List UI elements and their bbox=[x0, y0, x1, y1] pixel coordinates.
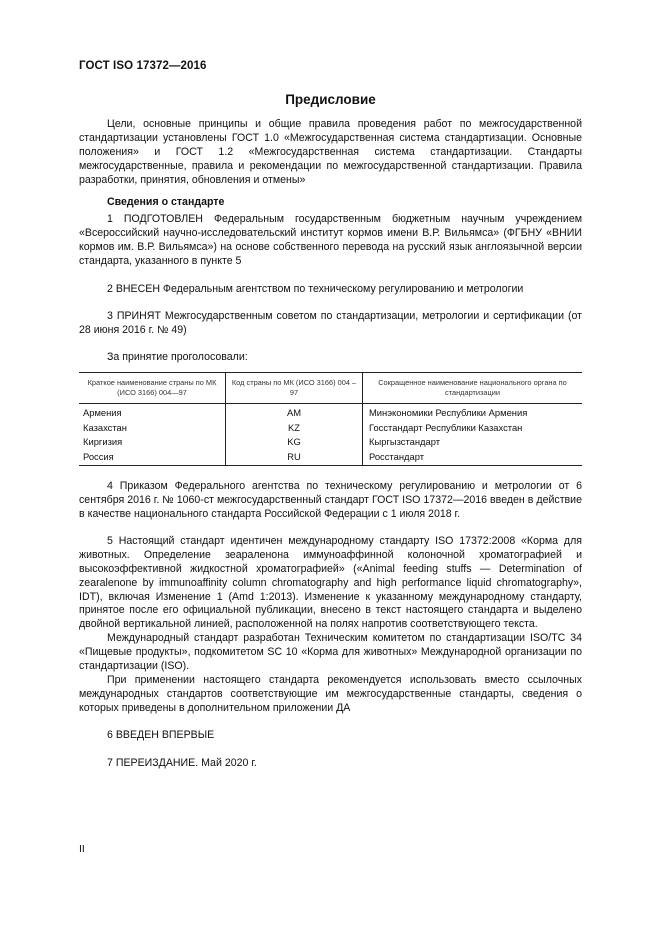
table-row bbox=[79, 450, 582, 466]
paragraph-4: 4 Приказом Федерального агентства по техническому регулированию и метрологии от 6 сентября 2016 г. № 1060-ст межгосударственный стандарт ГОСТ ISO 17372—2016 введен в действие в качестве национального стандарта Российской Федерации с 1 июля 2018 г. bbox=[79, 479, 582, 520]
paragraph-2: 2 ВНЕСЕН Федеральным агентством по техническому регулированию и метрологии bbox=[107, 282, 524, 295]
section-heading: Сведения о стандарте bbox=[107, 195, 225, 208]
table-cell-code: AM bbox=[226, 404, 363, 421]
table-header-body: Сокращенное наименование национального органа по стандартизации bbox=[363, 373, 583, 404]
voted-label: За принятие проголосовали: bbox=[107, 351, 248, 364]
paragraph-3: 3 ПРИНЯТ Межгосударственным советом по стандартизации, метрологии и сертификации (от 28 июня 2016 г. № 49) bbox=[79, 309, 582, 336]
paragraph-6: 6 ВВЕДЕН ВПЕРВЫЕ bbox=[107, 729, 215, 742]
table-cell-body: Минэкономики Республики Армения bbox=[369, 407, 528, 419]
table-cell-code: RU bbox=[226, 450, 363, 466]
table-row bbox=[79, 421, 582, 436]
table-row bbox=[79, 435, 582, 450]
table-cell-code: KG bbox=[226, 435, 363, 450]
table-cell-country: Армения bbox=[79, 404, 226, 421]
page-title: Предисловие bbox=[285, 92, 376, 107]
table-cell-code: KZ bbox=[226, 421, 363, 436]
document-body bbox=[79, 118, 582, 771]
document-id: ГОСТ ISO 17372—2016 bbox=[79, 60, 207, 72]
table-cell-country: Россия bbox=[79, 450, 226, 466]
table-cell-body: Росстандарт bbox=[363, 450, 583, 466]
table-cell-body: Госстандарт Республики Казахстан bbox=[369, 421, 523, 433]
paragraph-5-references: При применении настоящего стандарта рекомендуется использовать вместо ссылочных международных стандартов соответствующие им межгосударственные стандарты, сведения о которых приведены в дополнительном приложении ДА bbox=[79, 673, 582, 714]
table-cell-country: Казахстан bbox=[79, 421, 226, 436]
page-number: II bbox=[79, 843, 85, 855]
table-row bbox=[79, 404, 582, 421]
intro-paragraph: Цели, основные принципы и общие правила проведения работ по межгосударственной стандартизации установлены ГОСТ 1.0 «Межгосударственная система стандартизации. Основные положения» и ГОСТ 1.2 «Межгосударственная система стандартизации. Стандарты межгосударственные, правила и рекомендации по межгосударственной стандартизации. Правила разработки, принятия, обновления и отмены» bbox=[79, 118, 582, 186]
voting-table bbox=[79, 372, 582, 466]
paragraph-7: 7 ПЕРЕИЗДАНИЕ. Май 2020 г. bbox=[107, 756, 257, 769]
paragraph-1: 1 ПОДГОТОВЛЕН Федеральным государственным бюджетным научным учреждением «Всероссийский научно-исследовательский институт кормов имени В.Р. Вильямса» (ФГБНУ «ВНИИ кормов им. В.Р. Вильямса») на основе собственного перевода на русский язык англоязычной версии стандарта, указанного в пункте 5 bbox=[79, 213, 582, 268]
table-cell-body: Кыргызстандарт bbox=[369, 436, 441, 448]
paragraph-5: 5 Настоящий стандарт идентичен международному стандарту ISO 17372:2008 «Корма для животных. Определение зеараленона иммуноаффинной колоночной хроматографией и высокоэффективной жидкостной хроматографией» («Animal feeding stuffs — Determination of zearalenone by immunoaffinity column chromatography and high performance liquid chromatography», IDT), включая Изменение 1 (Amd 1:2013). Изменение к указанному международному стандарту, принятое после его официальной публикации, внесено в текст настоящего стандарта и выделено двойной вертикальной линией, расположенной на полях напротив соответствующего текста. bbox=[79, 534, 582, 631]
table-header-country: Краткое наименование страны по МК (ИСО 3166) 004—97 bbox=[79, 373, 226, 404]
table-cell-country: Киргизия bbox=[79, 435, 226, 450]
table-header-code: Код страны по МК (ИСО 3166) 004 – 97 bbox=[226, 373, 363, 404]
paragraph-5-iso-committee: Международный стандарт разработан Техническим комитетом по стандартизации ISO/TC 34 «Пищевые продукты», подкомитетом SC 10 «Корма для животных» Международной организации по стандартизации (ISO). bbox=[79, 632, 582, 673]
table-header-row bbox=[79, 373, 582, 404]
